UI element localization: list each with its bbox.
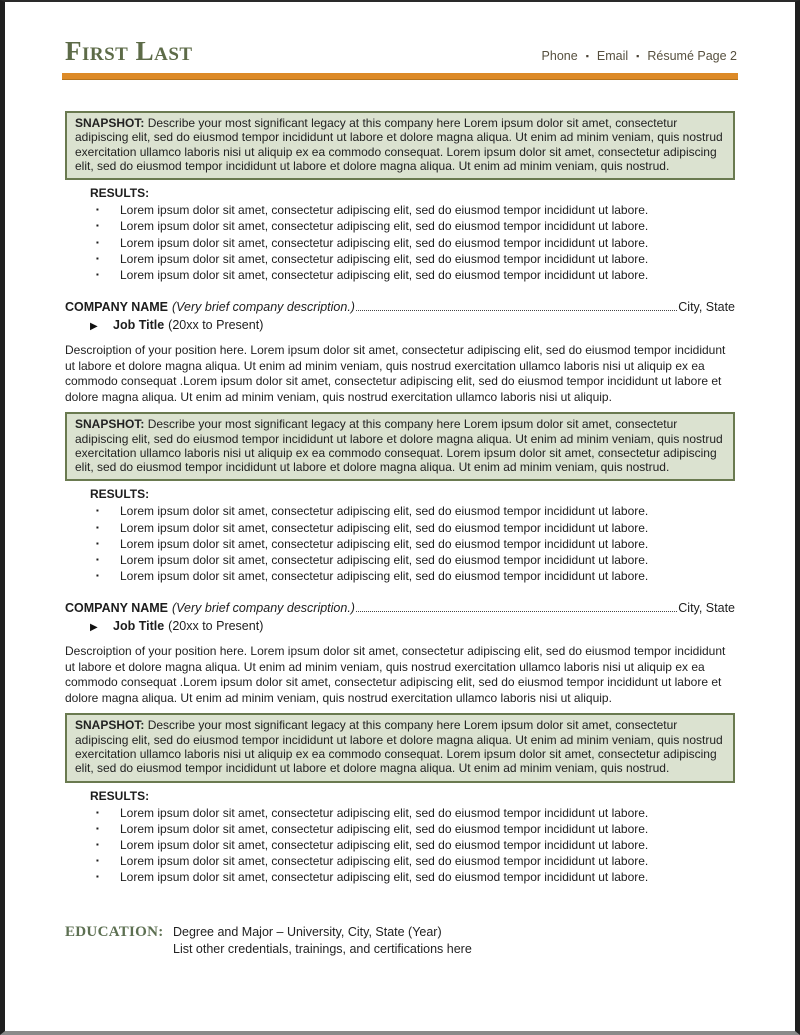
results-list bbox=[90, 202, 735, 283]
company-header bbox=[65, 300, 735, 315]
result-text: Lorem ipsum dolor sit amet, consectetur adipiscing elit, sed do eiusmod tempor incididunt ut labore. bbox=[120, 203, 649, 218]
list-item bbox=[90, 853, 735, 869]
result-text: Lorem ipsum dolor sit amet, consectetur adipiscing elit, sed do eiusmod tempor incididunt ut labore. bbox=[120, 536, 649, 551]
square-bullet-icon: ▪ bbox=[96, 856, 99, 866]
results-list bbox=[90, 503, 735, 584]
page-content bbox=[5, 80, 795, 958]
results-label: RESULTS: bbox=[90, 487, 150, 502]
job-title-row bbox=[90, 318, 735, 334]
snapshot-label: SNAPSHOT: bbox=[75, 718, 145, 733]
list-item bbox=[90, 520, 735, 536]
square-bullet-icon: ▪ bbox=[96, 872, 99, 882]
list-item bbox=[90, 837, 735, 853]
company-name: COMPANY NAME bbox=[65, 601, 169, 616]
job-dates: (20xx to Present) bbox=[168, 318, 264, 333]
results-label: RESULTS: bbox=[90, 788, 150, 803]
square-bullet-icon: ▪ bbox=[96, 555, 99, 564]
page-header bbox=[5, 2, 795, 71]
company-location: City, State bbox=[678, 601, 735, 616]
list-item bbox=[90, 503, 735, 519]
square-separator-icon: ▪ bbox=[585, 50, 589, 61]
company-descriptor: (Very brief company description.) bbox=[172, 601, 355, 616]
page-title: First Last bbox=[65, 36, 193, 66]
job-title: Job Title bbox=[113, 318, 165, 333]
list-item bbox=[90, 536, 735, 552]
snapshot-text: Describe your most significant legacy at this company here Lorem ipsum dolor sit amet, consectetur adipiscing elit, sed do eiusmod tempor incididunt ut labore et dolore magna aliqua. Ut enim ad minim veniam, quis nostrud exercitation ullamco laboris nisi ut aliquip ex ea commodo consequat. Lorem ipsum dolor sit amet, consectetur adipiscing elit, sed do eiusmod tempor incididunt ut labore et dolore magna aliqua. Ut enim ad minim veniam, quis nostrud. bbox=[75, 417, 723, 475]
results-list bbox=[90, 805, 735, 886]
company-location: City, State bbox=[678, 300, 735, 315]
square-bullet-icon: ▪ bbox=[96, 571, 99, 581]
snapshot-label: SNAPSHOT: bbox=[75, 116, 145, 130]
result-text: Lorem ipsum dolor sit amet, consectetur adipiscing elit, sed do eiusmod tempor incididunt ut labore. bbox=[120, 268, 649, 282]
position-description: Descroiption of your position here. Lorem ipsum dolor sit amet, consectetur adipiscing elit, sed do eiusmod tempor incididunt ut labore et dolore magna aliqua. Ut enim ad minim veniam, quis nostrud exercitation ullamco laboris nisi ut aliquip ex ea commodo consequat .Lorem ipsum dolor sit amet, consectetur adipiscing elit, sed do eiusmod tempor incididunt ut labore et dolore magna aliqua. Ut enim ad minim veniam, quis nostrud exercitation ullamco laboris nisi ut aliquip. bbox=[65, 644, 726, 705]
result-text: Lorem ipsum dolor sit amet, consectetur adipiscing elit, sed do eiusmod tempor incididunt ut labore. bbox=[120, 235, 649, 250]
square-bullet-icon: ▪ bbox=[96, 253, 99, 263]
snapshot-text: Describe your most significant legacy at this company here Lorem ipsum dolor sit amet, consectetur adipiscing elit, sed do eiusmod tempor incididunt ut labore et dolore magna aliqua. Ut enim ad minim veniam, quis nostrud exercitation ullamco laboris nisi ut aliquip ex ea commodo consequat. Lorem ipsum dolor sit amet, consectetur adipiscing elit, sed do eiusmod tempor incididunt ut labore et dolore magna aliqua. Ut enim ad minim veniam, quis nostrud. bbox=[75, 116, 723, 173]
contact-phone: Phone bbox=[541, 49, 578, 63]
snapshot-label: SNAPSHOT: bbox=[75, 417, 145, 432]
result-text: Lorem ipsum dolor sit amet, consectetur adipiscing elit, sed do eiusmod tempor incididunt ut labore. bbox=[120, 504, 649, 519]
square-bullet-icon: ▪ bbox=[96, 237, 99, 247]
list-item bbox=[90, 251, 735, 267]
result-text: Lorem ipsum dolor sit amet, consectetur adipiscing elit, sed do eiusmod tempor incididunt ut labore. bbox=[120, 569, 649, 584]
results-label: RESULTS: bbox=[90, 186, 150, 201]
triangle-bullet-icon: ▶ bbox=[90, 321, 98, 333]
square-bullet-icon: ▪ bbox=[96, 840, 99, 849]
result-text: Lorem ipsum dolor sit amet, consectetur adipiscing elit, sed do eiusmod tempor incididunt ut labore. bbox=[120, 251, 649, 266]
list-item bbox=[90, 552, 735, 568]
position-description: Descroiption of your position here. Lorem ipsum dolor sit amet, consectetur adipiscing elit, sed do eiusmod tempor incididunt ut labore et dolore magna aliqua. Ut enim ad minim veniam, quis nostrud exercitation ullamco laboris nisi ut aliquip ex ea commodo consequat .Lorem ipsum dolor sit amet, consectetur adipiscing elit, sed do eiusmod tempor incididunt ut labore et dolore magna aliqua. Ut enim ad minim veniam, quis nostrud exercitation ullamco laboris nisi ut aliquip. bbox=[65, 343, 726, 404]
snapshot-box bbox=[65, 111, 735, 180]
company-descriptor: (Very brief company description.) bbox=[172, 300, 355, 315]
square-bullet-icon: ▪ bbox=[96, 823, 99, 833]
snapshot-text: Describe your most significant legacy at this company here Lorem ipsum dolor sit amet, consectetur adipiscing elit, sed do eiusmod tempor incididunt ut labore et dolore magna aliqua. Ut enim ad minim veniam, quis nostrud exercitation ullamco laboris nisi ut aliquip ex ea commodo consequat. Lorem ipsum dolor sit amet, consectetur adipiscing elit, sed do eiusmod tempor incididunt ut labore et dolore magna aliqua. Ut enim ad minim veniam, quis nostrud. bbox=[75, 718, 723, 776]
education-degree-line: Degree and Major – University, City, State (Year) bbox=[173, 924, 442, 939]
education-credentials-line: List other credentials, trainings, and certifications here bbox=[173, 941, 472, 956]
result-text: Lorem ipsum dolor sit amet, consectetur adipiscing elit, sed do eiusmod tempor incididunt ut labore. bbox=[120, 838, 649, 852]
result-text: Lorem ipsum dolor sit amet, consectetur adipiscing elit, sed do eiusmod tempor incididunt ut labore. bbox=[120, 520, 649, 535]
square-bullet-icon: ▪ bbox=[96, 538, 99, 548]
result-text: Lorem ipsum dolor sit amet, consectetur adipiscing elit, sed do eiusmod tempor incididunt ut labore. bbox=[120, 805, 649, 820]
square-separator-icon: ▪ bbox=[636, 50, 640, 61]
list-item bbox=[90, 235, 735, 251]
company-name: COMPANY NAME bbox=[65, 300, 169, 315]
result-text: Lorem ipsum dolor sit amet, consectetur adipiscing elit, sed do eiusmod tempor incididunt ut labore. bbox=[120, 870, 649, 885]
dotted-leader bbox=[356, 602, 677, 613]
education-label: EDUCATION: bbox=[65, 923, 164, 940]
contact-line bbox=[542, 49, 737, 65]
result-text: Lorem ipsum dolor sit amet, consectetur adipiscing elit, sed do eiusmod tempor incididunt ut labore. bbox=[120, 821, 649, 836]
snapshot-box bbox=[65, 412, 735, 481]
list-item bbox=[90, 267, 735, 283]
list-item bbox=[90, 202, 735, 218]
dotted-leader bbox=[356, 301, 677, 312]
education-section bbox=[65, 924, 735, 958]
job-dates: (20xx to Present) bbox=[168, 619, 264, 634]
square-bullet-icon: ▪ bbox=[96, 270, 99, 279]
square-bullet-icon: ▪ bbox=[96, 807, 99, 817]
accent-rule bbox=[62, 73, 738, 80]
triangle-bullet-icon: ▶ bbox=[90, 622, 98, 634]
square-bullet-icon: ▪ bbox=[96, 221, 99, 231]
result-text: Lorem ipsum dolor sit amet, consectetur adipiscing elit, sed do eiusmod tempor incididunt ut labore. bbox=[120, 553, 649, 567]
list-item bbox=[90, 869, 735, 885]
results-block bbox=[90, 185, 735, 283]
contact-email: Email bbox=[596, 49, 629, 63]
snapshot-box bbox=[65, 713, 735, 782]
education-details bbox=[173, 924, 472, 958]
company-header bbox=[65, 601, 735, 616]
square-bullet-icon: ▪ bbox=[96, 205, 99, 215]
job-title-row bbox=[90, 619, 735, 635]
list-item bbox=[90, 805, 735, 821]
list-item bbox=[90, 821, 735, 837]
result-text: Lorem ipsum dolor sit amet, consectetur adipiscing elit, sed do eiusmod tempor incididunt ut labore. bbox=[120, 219, 649, 234]
job-title: Job Title bbox=[113, 619, 165, 634]
list-item bbox=[90, 218, 735, 234]
result-text: Lorem ipsum dolor sit amet, consectetur adipiscing elit, sed do eiusmod tempor incididunt ut labore. bbox=[120, 854, 649, 869]
list-item bbox=[90, 568, 735, 584]
square-bullet-icon: ▪ bbox=[96, 506, 99, 516]
results-block bbox=[90, 788, 735, 886]
square-bullet-icon: ▪ bbox=[96, 522, 99, 532]
results-block bbox=[90, 486, 735, 584]
contact-page-number: Résumé Page 2 bbox=[647, 49, 737, 63]
